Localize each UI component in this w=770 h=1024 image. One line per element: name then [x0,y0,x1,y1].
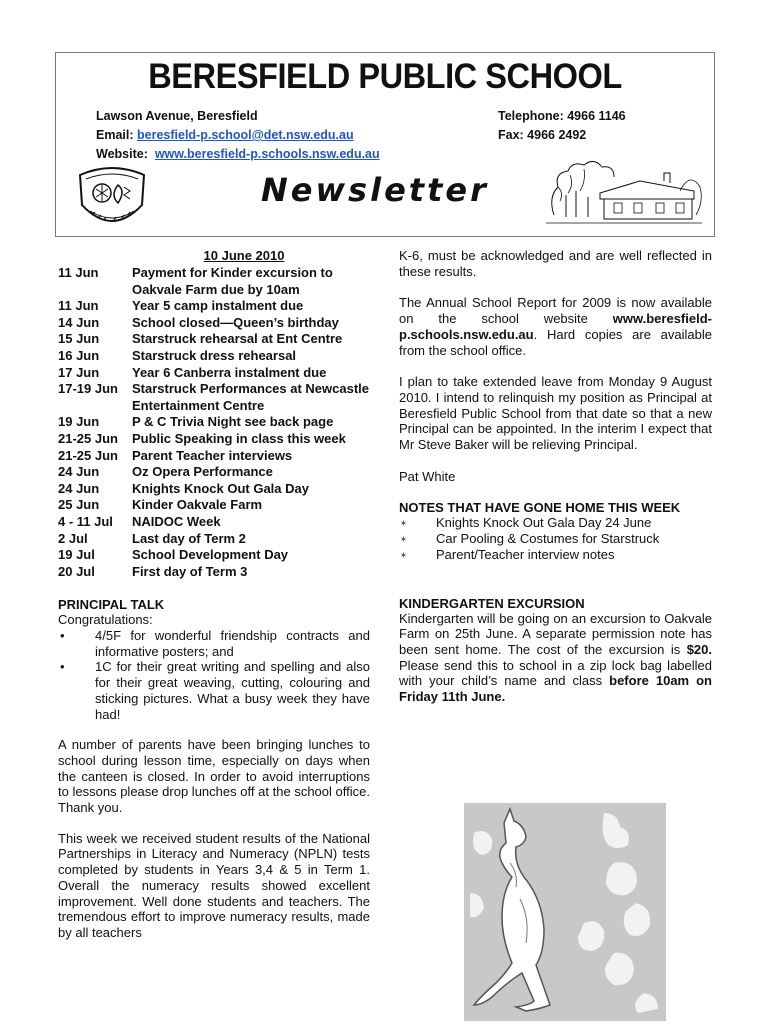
newsletter-title: Newsletter [261,171,489,209]
website-line [96,147,380,161]
school-address: Lawson Avenue, Beresfield [96,109,258,123]
list-item: • 1C for their great writing and spelling and also for their great weaving, cutting, colouring and sticking pictures. What a busy week they have had! [60,659,370,722]
event-row: 25 Jun Kinder Oakvale Farm [58,497,263,513]
bullet-icon: • [60,627,65,643]
event-row: 17-19 Jun Starstruck Performances at Newcastle Entertainment Centre [58,381,370,413]
email-link[interactable]: beresfield-p.school@det.nsw.edu.au [137,128,354,142]
event-row: 11 Jun Year 5 camp instalment due [58,298,304,314]
fax: Fax: 4966 2492 [498,128,587,142]
event-row: 21-25 Jun Parent Teacher interviews [58,447,293,463]
email-line [96,128,354,142]
kindergarten-heading: KINDERGARTEN EXCURSION [399,595,585,611]
congratulations-list [58,628,370,722]
numeracy-paragraph-continued: K-6, must be acknowledged and are well reflected in these results. [399,248,712,279]
list-item: ⁎ Car Pooling & Costumes for Starstruck [401,531,660,547]
event-row: 11 Jun Payment for Kinder excursion to Oakvale Farm due by 10am [58,265,333,297]
principal-signature: Pat White [399,468,456,484]
events-list [58,265,370,580]
bullet-icon: • [60,659,65,675]
event-row: 17 Jun Year 6 Canberra instalment due [58,364,327,380]
lunches-paragraph: A number of parents have been bringing lunches to school during lesson time, especially on days when the canteen is closed. In order to avoid interruptions to lessons please drop lunches off at the school office. Thank you. [58,737,370,816]
event-row: 24 Jun Knights Knock Out Gala Day [58,480,309,496]
telephone: Telephone: 4966 1146 [498,109,626,123]
school-crest-logo [74,165,150,233]
event-row: 19 Jun P & C Trivia Night see back page [58,414,334,430]
event-row: 20 Jul First day of Term 3 [58,563,248,579]
right-column [399,248,712,705]
website-label: Website: [96,147,148,161]
event-row: 21-25 Jun Public Speaking in class this week [58,430,346,446]
kindergarten-paragraph: Kindergarten will be going on an excursion to Oakvale Farm on 25th June. A separate permission note has been sent home. The cost of the excursion is $20. Please send this to school in a zip lock bag labelled with your child’s name and class before 10am on Friday 11th June. [399,610,713,705]
numeracy-paragraph: This week we received student results of the National Partnerships in Literacy and Numeracy (NPLN) tests completed by students in Years 3,4 & 5 in Term 1. Overall the numeracy results showed excellent improvement. Well done students and teachers. The tremendous effort to improve numeracy results, made by all teachers [58,830,370,940]
list-item: • 4/5F for wonderful friendship contracts and informative posters; and [60,627,370,659]
website-link[interactable]: www.beresfield-p.schools.nsw.edu.au [154,147,380,161]
asterisk-bullet-icon: ⁎ [401,517,406,529]
school-name: BERESFIELD PUBLIC SCHOOL [148,57,622,96]
event-row: 16 Jun Starstruck dress rehearsal [58,347,297,363]
issue-date: 10 June 2010 [203,248,285,263]
list-item: ⁎ Knights Knock Out Gala Day 24 June [401,515,652,531]
list-item: ⁎ Parent/Teacher interview notes [401,546,615,562]
email-label: Email: [96,128,134,142]
excursion-cost: $20. [686,641,712,657]
school-building-drawing [544,157,704,229]
asterisk-bullet-icon: ⁎ [401,533,406,545]
asterisk-bullet-icon: ⁎ [401,548,406,560]
extended-leave-paragraph: I plan to take extended leave from Monday 9 August 2010. I intend to relinquish my position as Principal at Beresfield Public School from that date so that a new Principal can be appointed. In the interim I expect that Mr Steve Baker will be relieving Principal. [399,374,712,453]
kangaroo-illustration [464,803,666,1021]
annual-report-paragraph: The Annual School Report for 2009 is now available on the school website www.beresfield-p.schools.nsw.edu.au. Hard copies are available from the school office. [399,295,712,358]
event-row: 15 Jun Starstruck rehearsal at Ent Centre [58,331,343,347]
annual-report-link[interactable]: www.beresfield-p.schools.nsw.edu.au [399,311,712,342]
newsletter-header [55,52,715,237]
event-row: 2 Jul Last day of Term 2 [58,530,246,546]
congratulations-label: Congratulations: [58,612,153,628]
excursion-deadline: before 10am on Friday 11th June. [399,673,713,705]
event-row: 19 Jul School Development Day [58,547,289,563]
left-column [58,248,370,941]
principal-talk-heading: PRINCIPAL TALK [58,597,165,613]
event-row: 4 - 11 Jul NAIDOC Week [58,513,221,529]
event-row: 14 Jun School closed—Queen’s birthday [58,314,339,330]
event-row: 24 Jun Oz Opera Performance [58,464,273,480]
notes-list [399,515,712,562]
notes-heading: NOTES THAT HAVE GONE HOME THIS WEEK [399,500,681,516]
